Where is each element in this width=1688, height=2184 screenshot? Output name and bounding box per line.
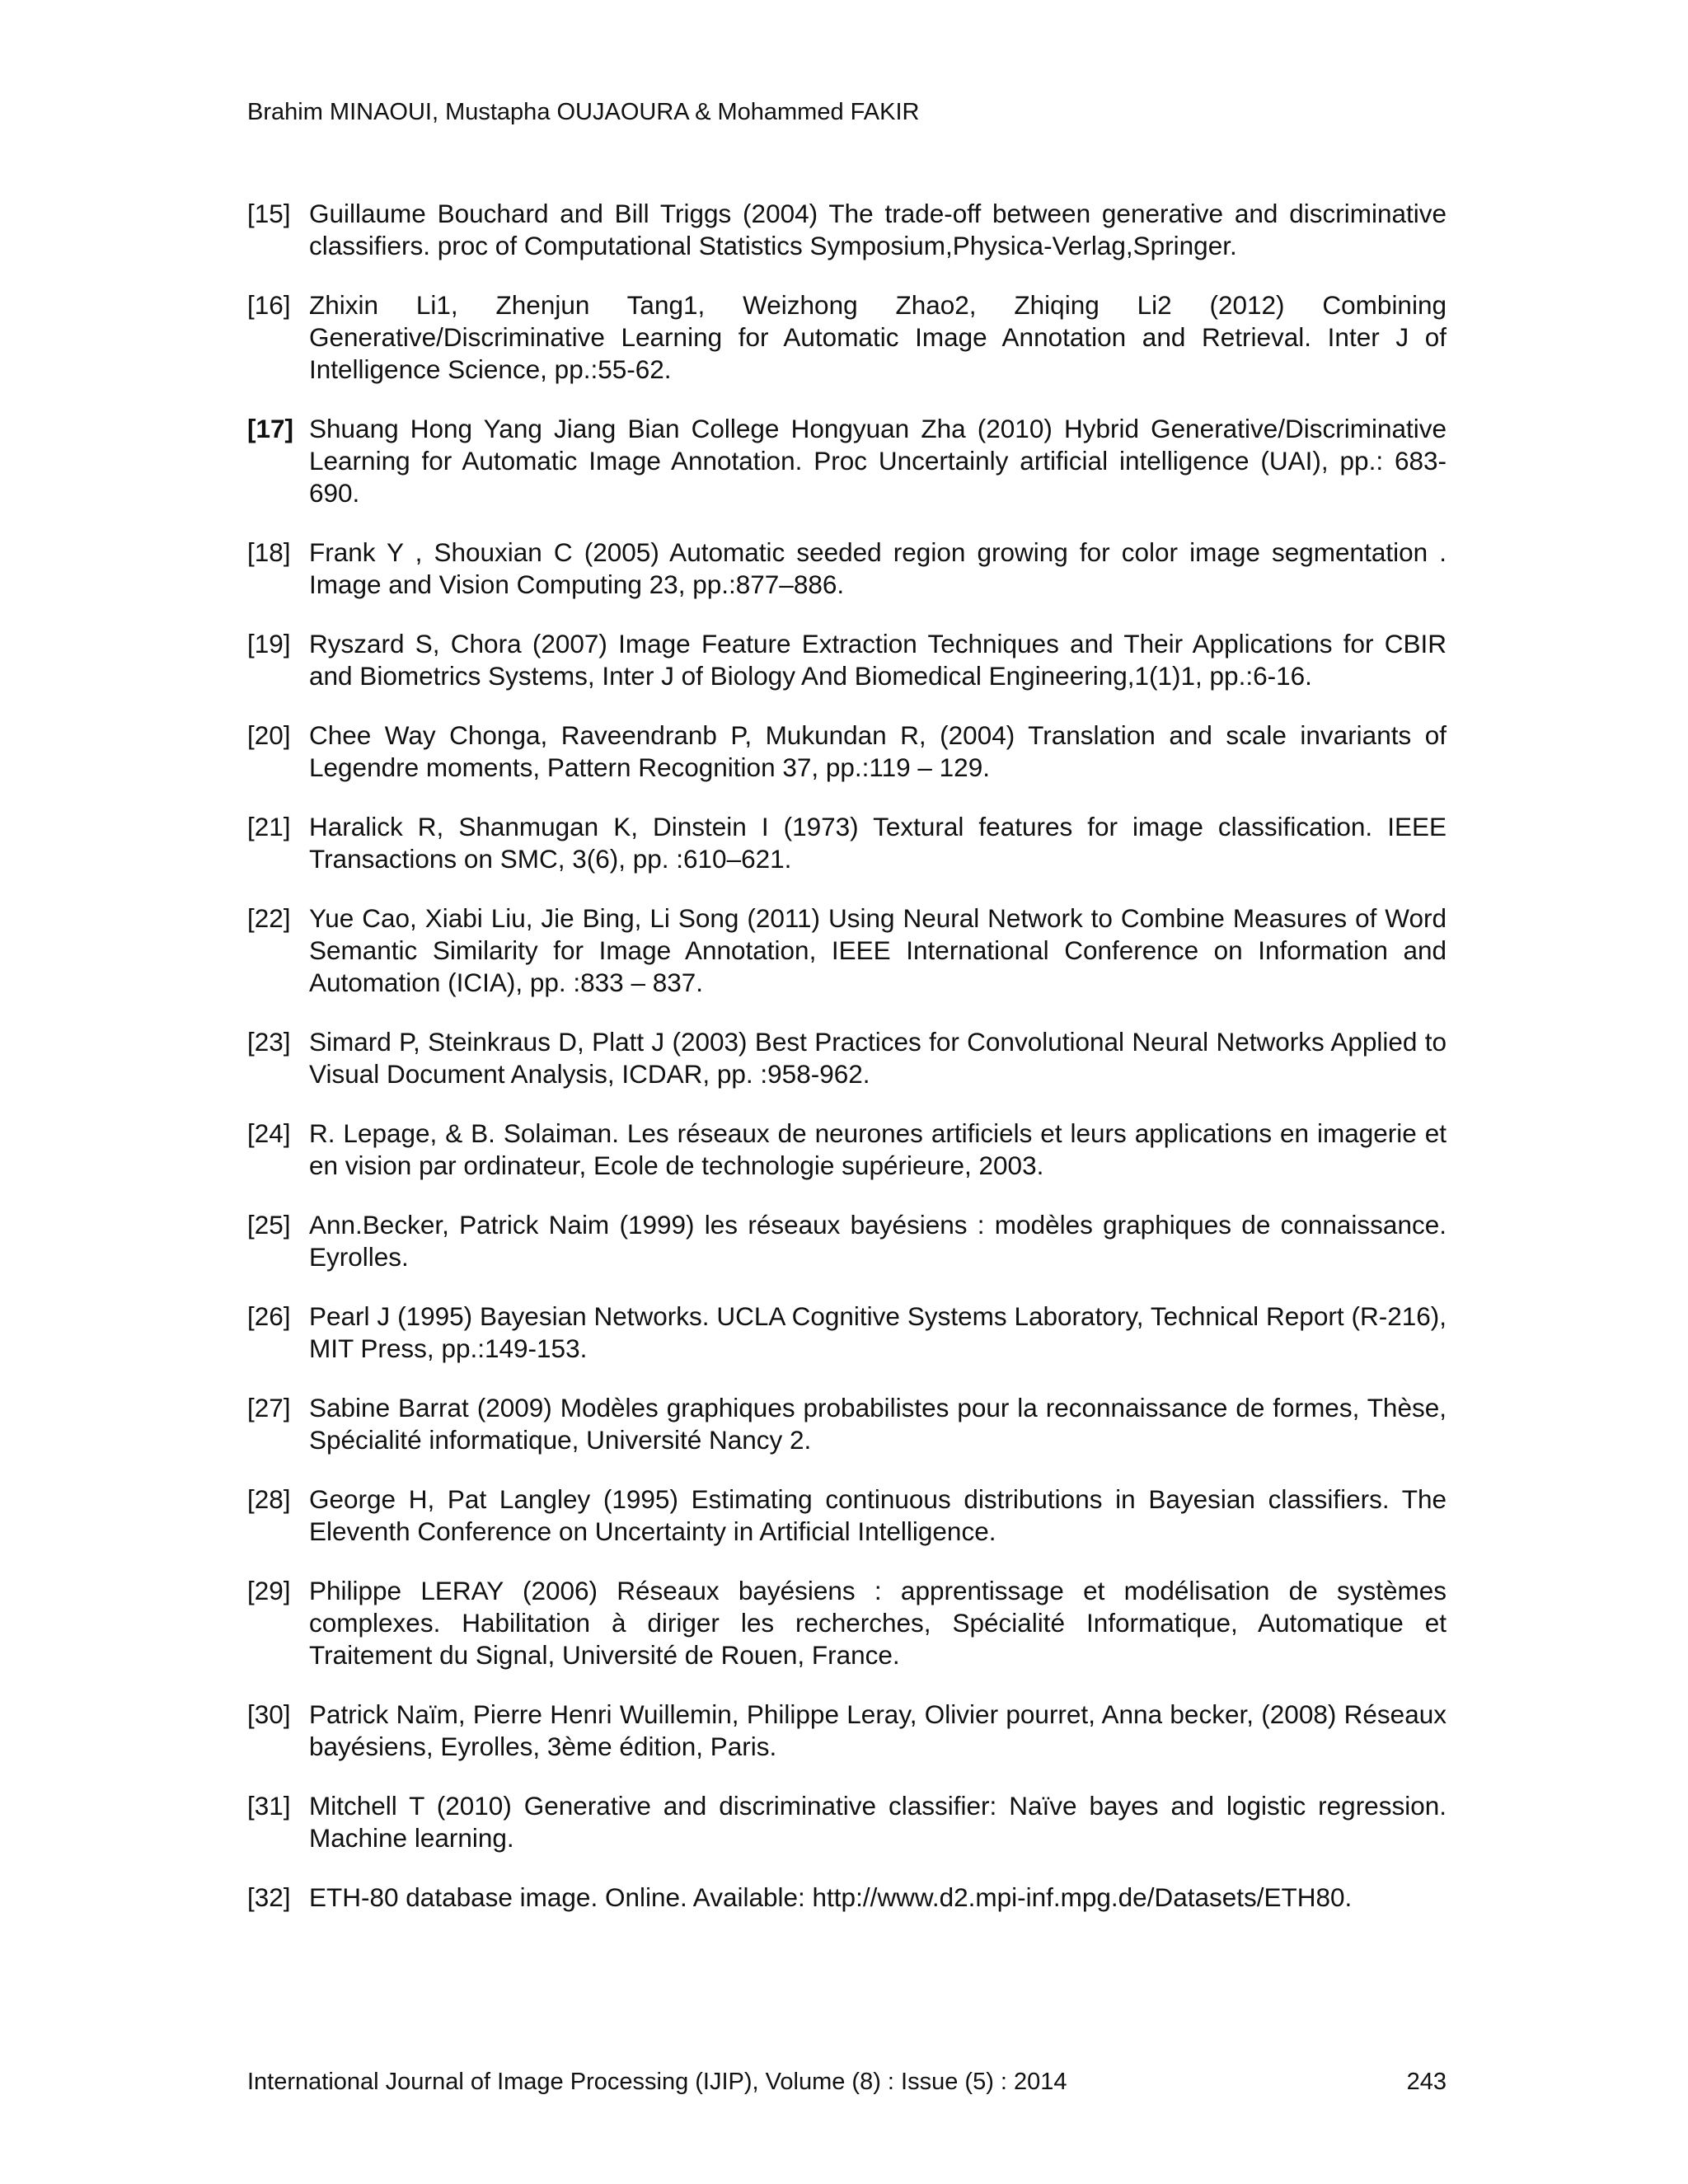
reference-entry — [247, 1483, 1447, 1548]
reference-list — [247, 198, 1447, 1941]
reference-entry — [247, 902, 1447, 999]
page-number: 243 — [1406, 2069, 1447, 2095]
reference-entry — [247, 289, 1447, 386]
reference-text: Yue Cao, Xiabi Liu, Jie Bing, Li Song (2011) Using Neural Network to Combine Measures of Word Semantic Similarity for Image Annotation, IEEE International Conference on Information and Automation (ICIA), pp. :833 – 837. — [309, 903, 1447, 997]
reference-number: [30] — [247, 1699, 291, 1729]
reference-number: [32] — [247, 1882, 291, 1912]
reference-text: Pearl J (1995) Bayesian Networks. UCLA Cognitive Systems Laboratory, Technical Report (R-216), MIT Press, pp.:149-153. — [309, 1301, 1447, 1363]
reference-number: [23] — [247, 1027, 291, 1057]
reference-entry — [247, 1882, 1447, 1914]
reference-entry — [247, 1790, 1447, 1854]
reference-text: R. Lepage, & B. Solaiman. Les réseaux de neurones artificiels et leurs applications en imagerie et en vision par ordinateur, Ecole de technologie supérieure, 2003. — [309, 1118, 1447, 1180]
reference-text: Zhixin Li1, Zhenjun Tang1, Weizhong Zhao2, Zhiqing Li2 (2012) Combining Generative/Discriminative Learning for Automatic Image Annotation and Retrieval. Inter J of Intelligence Science, pp.:55-62. — [309, 290, 1447, 384]
reference-number: [21] — [247, 812, 291, 841]
reference-number: [17] — [247, 414, 294, 443]
reference-entry — [247, 1118, 1447, 1182]
reference-entry — [247, 628, 1447, 692]
reference-text: Mitchell T (2010) Generative and discriminative classifier: Naïve bayes and logistic regression. Machine learning. — [309, 1791, 1447, 1853]
reference-text: Chee Way Chonga, Raveendranb P, Mukundan R, (2004) Translation and scale invariants of Legendre moments, Pattern Recognition 37, pp.:119 – 129. — [309, 720, 1447, 782]
reference-number: [26] — [247, 1301, 291, 1331]
reference-entry — [247, 537, 1447, 601]
reference-entry — [247, 1699, 1447, 1763]
running-header: Brahim MINAOUI, Mustapha OUJAOURA & Mohammed FAKIR — [247, 99, 920, 125]
reference-text: Patrick Naïm, Pierre Henri Wuillemin, Philippe Leray, Olivier pourret, Anna becker, (2008) Réseaux bayésiens, Eyrolles, 3ème édition, Paris. — [309, 1699, 1447, 1761]
reference-entry — [247, 1301, 1447, 1365]
reference-number: [15] — [247, 199, 291, 228]
reference-number: [28] — [247, 1484, 291, 1514]
reference-number: [22] — [247, 903, 291, 933]
reference-number: [24] — [247, 1118, 291, 1148]
reference-text: ETH-80 database image. Online. Available: http://www.d2.mpi-inf.mpg.de/Datasets/ETH80. — [309, 1882, 1353, 1912]
reference-text: Ann.Becker, Patrick Naim (1999) les réseaux bayésiens : modèles graphiques de connaissance. Eyrolles. — [309, 1210, 1447, 1272]
reference-entry — [247, 1392, 1447, 1456]
reference-entry — [247, 198, 1447, 262]
reference-entry — [247, 1575, 1447, 1671]
reference-number: [25] — [247, 1210, 291, 1240]
reference-text: Haralick R, Shanmugan K, Dinstein I (1973) Textural features for image classification. IEEE Transactions on SMC, 3(6), pp. :610–621. — [309, 812, 1447, 874]
reference-entry — [247, 1026, 1447, 1090]
reference-number: [27] — [247, 1393, 291, 1422]
journal-citation: International Journal of Image Processing (IJIP), Volume (8) : Issue (5) : 2014 — [247, 2069, 1067, 2095]
reference-number: [29] — [247, 1576, 291, 1605]
reference-entry — [247, 719, 1447, 784]
reference-number: [20] — [247, 720, 291, 750]
reference-text: George H, Pat Langley (1995) Estimating continuous distributions in Bayesian classifiers. The Eleventh Conference on Uncertainty in Artificial Intelligence. — [309, 1484, 1447, 1546]
reference-text: Simard P, Steinkraus D, Platt J (2003) Best Practices for Convolutional Neural Networks Applied to Visual Document Analysis, ICDAR, pp. :958-962. — [309, 1027, 1447, 1089]
reference-text: Philippe LERAY (2006) Réseaux bayésiens : apprentissage et modélisation de systèmes complexes. Habilitation à diriger les recherches, Spécialité Informatique, Automatique et Traitement du Signal, Université de Rouen, France. — [309, 1576, 1447, 1670]
reference-text: Sabine Barrat (2009) Modèles graphiques probabilistes pour la reconnaissance de formes, Thèse, Spécialité informatique, Université Nancy 2. — [309, 1393, 1447, 1455]
reference-text: Guillaume Bouchard and Bill Triggs (2004) The trade-off between generative and discriminative classifiers. proc of Computational Statistics Symposium,Physica-Verlag,Springer. — [309, 199, 1447, 260]
reference-text: Ryszard S, Chora (2007) Image Feature Extraction Techniques and Their Applications for CBIR and Biometrics Systems, Inter J of Biology And Biomedical Engineering,1(1)1, pp.:6-16. — [309, 629, 1447, 691]
reference-text: Frank Y , Shouxian C (2005) Automatic seeded region growing for color image segmentation . Image and Vision Computing 23, pp.:877–886. — [309, 537, 1447, 599]
reference-entry — [247, 413, 1447, 509]
running-footer — [247, 2067, 1447, 2097]
reference-number: [18] — [247, 537, 291, 567]
reference-number: [19] — [247, 629, 291, 658]
reference-entry — [247, 1209, 1447, 1273]
reference-text: Shuang Hong Yang Jiang Bian College Hongyuan Zha (2010) Hybrid Generative/Discriminative Learning for Automatic Image Annotation. Proc Uncertainly artificial intelligence (UAI), pp.: 683-690. — [309, 414, 1447, 508]
reference-number: [16] — [247, 290, 291, 320]
reference-entry — [247, 811, 1447, 875]
reference-number: [31] — [247, 1791, 291, 1821]
